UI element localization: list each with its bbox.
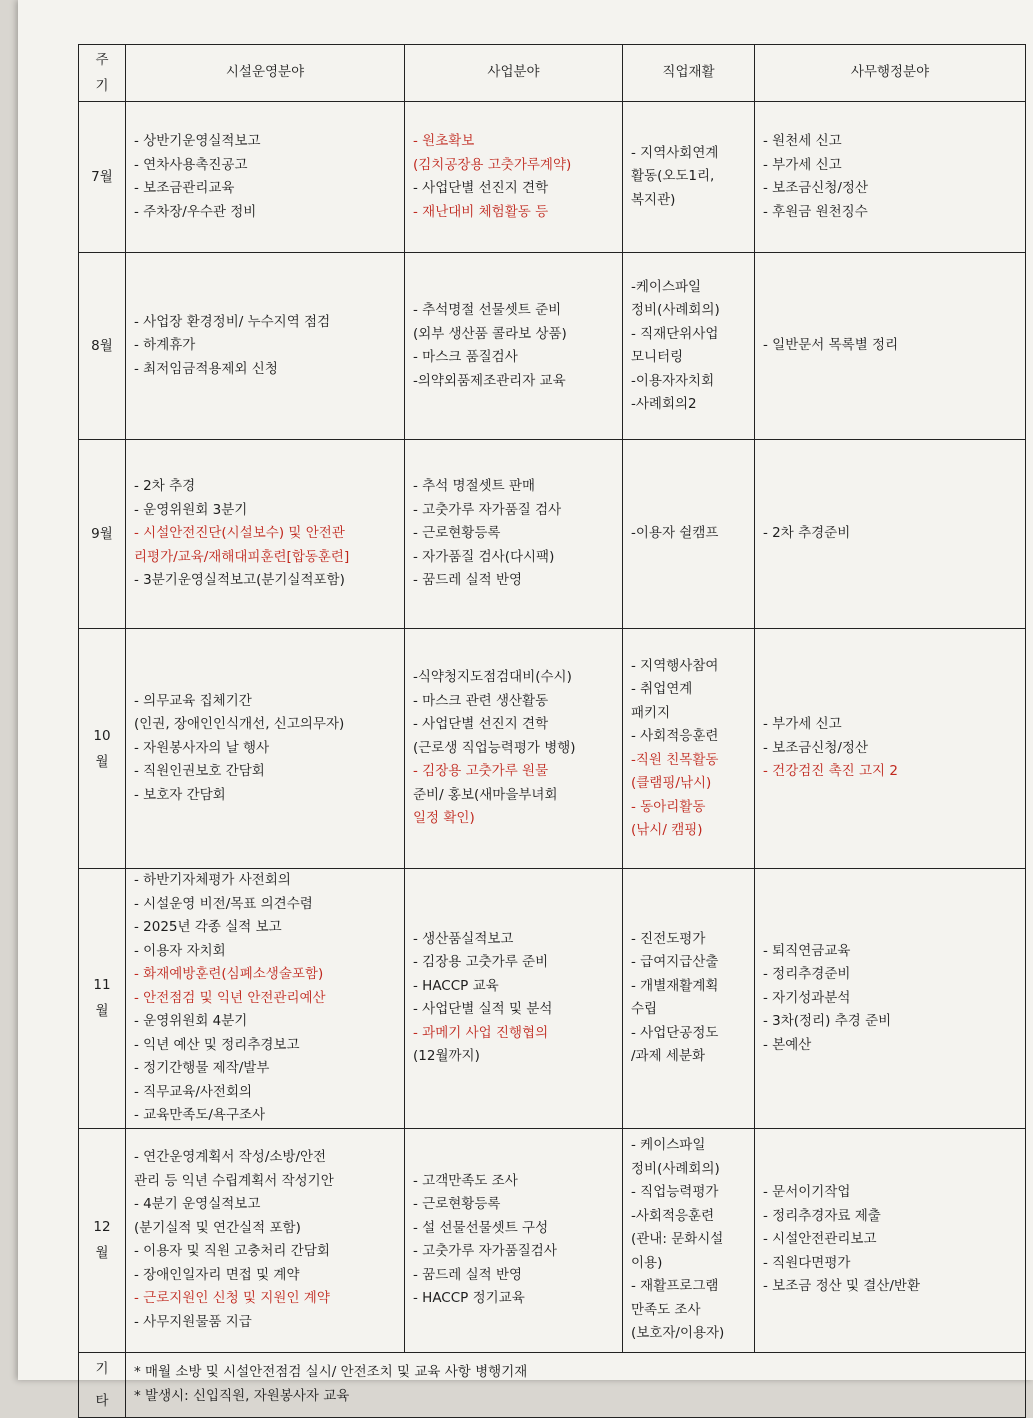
list-item: - 사업단별 선진지 견학 (413, 180, 549, 196)
vocational-item-list (631, 928, 746, 1069)
list-item: - 교육만족도/욕구조사 (134, 1107, 266, 1123)
list-item: - 꿈드레 실적 반영 (413, 1266, 523, 1283)
list-item: - 시설안전진단(시설보수) 및 안전관 (134, 525, 345, 542)
list-item: - 주차장/우수관 정비 (134, 203, 257, 220)
admin-item-list (763, 130, 1017, 224)
admin-cell (755, 253, 1026, 440)
list-item: - 취업연계 (631, 681, 693, 697)
list-item: - 운영위원회 4분기 (134, 1013, 248, 1029)
list-item: - 재활프로그램 (631, 1278, 719, 1295)
list-item: - 보호자 간담회 (134, 786, 226, 803)
list-item: - 직원다면평가 (763, 1254, 851, 1271)
business-cell (405, 253, 623, 440)
list-item: - 동아리활동 (631, 798, 706, 815)
month-label (79, 440, 126, 629)
business-cell (405, 1128, 623, 1352)
list-item: - 급여지급산출 (631, 954, 719, 971)
etc-note: * 매월 소방 및 시설안전점검 실시/ 안전조치 및 교육 사항 병행기재 (134, 1364, 528, 1380)
list-item: -이용자자치회 (631, 372, 715, 389)
month-label (79, 253, 126, 440)
facility-cell (126, 102, 405, 253)
list-item: - 시설운영 비전/목표 의견수렴 (134, 895, 313, 912)
list-item: - 지역사회연계 (631, 144, 719, 161)
facility-item-list (134, 475, 396, 593)
list-item: - 고춧가루 자가품질 검사 (413, 501, 562, 518)
list-item: - 직재단위사업 (631, 325, 719, 342)
vocational-item-list (631, 276, 746, 417)
list-item: - 후원금 원천징수 (763, 203, 868, 220)
business-item-list (413, 666, 614, 831)
business-cell (405, 629, 623, 869)
list-item: 만족도 조사 (631, 1301, 701, 1318)
list-item: - 근로지원인 신청 및 지원인 계약 (134, 1290, 330, 1306)
month-label (79, 1128, 126, 1352)
vocational-cell (623, 102, 755, 253)
vocational-item-list (631, 655, 746, 843)
list-item: 이용) (631, 1254, 663, 1271)
facility-item-list (134, 130, 396, 224)
vocational-item-list (631, 522, 746, 546)
list-item: 복지관) (631, 191, 676, 208)
list-item: - HACCP 정기교육 (413, 1290, 525, 1306)
list-item: 리평가/교육/재해대피훈련[합동훈련] (134, 548, 350, 565)
list-item: - 보조금신청/정산 (763, 739, 868, 756)
month-label-part: 8월 (91, 338, 113, 354)
admin-cell (755, 1128, 1026, 1352)
list-item: - 이용자 자치회 (134, 942, 226, 959)
vocational-cell (623, 1128, 755, 1352)
list-item: - 직원인권보호 간담회 (134, 763, 265, 780)
list-item: - 마스크 품질검사 (413, 349, 518, 365)
list-item: - 하계휴가 (134, 337, 196, 354)
list-item: - 정리추경준비 (763, 966, 851, 982)
list-item: - 케이스파일 (631, 1137, 706, 1154)
list-item: - 자기성과분석 (763, 989, 851, 1006)
row-august (79, 253, 1026, 440)
facility-item-list (134, 311, 396, 382)
list-item: 모니터링 (631, 349, 684, 365)
list-item: - 퇴직연금교육 (763, 942, 851, 959)
list-item: - 김장용 고춧가루 준비 (413, 954, 549, 971)
month-label (79, 102, 126, 253)
header-period-char-2: 기 (95, 78, 109, 94)
month-label-part: 7월 (91, 169, 113, 185)
header-period-char-1: 주 (95, 52, 109, 68)
list-item: (낚시/ 캠핑) (631, 822, 703, 838)
etc-note: * 발생시: 신입직원, 자원봉사자 교육 (134, 1387, 350, 1404)
business-item-list (413, 130, 614, 224)
row-november (79, 869, 1026, 1129)
list-item: - 2차 추경 (134, 478, 196, 495)
list-item: - 보조금 정산 및 결산/반환 (763, 1278, 920, 1295)
list-item: - 자가품질 검사(다시팩) (413, 548, 555, 565)
month-label (79, 869, 126, 1129)
list-item: (인권, 장애인인식개선, 신고의무자) (134, 716, 345, 733)
vocational-item-list (631, 1134, 746, 1346)
list-item: - 본예산 (763, 1036, 812, 1053)
month-label-part: 12 (93, 1219, 111, 1235)
list-item: /과제 세분화 (631, 1048, 706, 1065)
month-label-part: 11 (93, 977, 111, 994)
list-item: - 운영위원회 3분기 (134, 501, 248, 518)
list-item: - 원초확보 (413, 133, 475, 149)
list-item: - 사업장 환경정비/ 누수지역 점검 (134, 313, 331, 330)
list-item: - 의무교육 집체기간 (134, 692, 252, 709)
document-sheet (18, 0, 1033, 1409)
list-item: - 최저임금적용제외 신청 (134, 360, 278, 377)
list-item: 패키지 (631, 704, 671, 721)
list-item: - 사업단별 선진지 견학 (413, 716, 549, 733)
list-item: - 익년 예산 및 정리추경보고 (134, 1036, 300, 1053)
list-item: - 이용자 및 직원 고충처리 간담회 (134, 1243, 330, 1259)
list-item: - 정기간행물 제작/발부 (134, 1060, 270, 1076)
row-december (79, 1128, 1026, 1352)
list-item: - 일반문서 목록별 정리 (763, 337, 899, 354)
header-row (79, 45, 1026, 102)
vocational-cell (623, 440, 755, 629)
list-item: - 사무지원물품 지급 (134, 1313, 252, 1330)
month-label-part: 9월 (91, 526, 113, 542)
business-item-list (413, 475, 614, 593)
list-item: (김치공장용 고춧가루계약) (413, 156, 572, 173)
list-item: - 김장용 고춧가루 원물 (413, 763, 549, 780)
list-item: - 연차사용촉진공고 (134, 156, 248, 173)
admin-item-list (763, 522, 1017, 546)
header-business: 사업분야 (405, 45, 623, 102)
admin-item-list (763, 713, 1017, 784)
month-label-part: 월 (95, 1245, 109, 1261)
list-item: (분기실적 및 연간실적 포함) (134, 1219, 301, 1236)
admin-item-list (763, 334, 1017, 358)
list-item: - 고춧가루 자가품질검사 (413, 1243, 557, 1259)
vocational-cell (623, 629, 755, 869)
annual-plan-table (78, 44, 1026, 1418)
list-item: - 직무교육/사전회의 (134, 1083, 253, 1100)
list-item: 수립 (631, 1001, 658, 1018)
etc-notes (126, 1352, 1026, 1417)
row-etc (79, 1352, 1026, 1417)
row-july (79, 102, 1026, 253)
list-item: - 3차(정리) 추경 준비 (763, 1013, 892, 1029)
list-item: -케이스파일 (631, 278, 702, 295)
admin-cell (755, 102, 1026, 253)
list-item: - 연간운영계획서 작성/소방/안전 (134, 1149, 327, 1165)
plan-body (79, 102, 1026, 1418)
list-item: - 사업단별 실적 및 분석 (413, 1001, 553, 1018)
facility-cell (126, 1128, 405, 1352)
list-item: - 추석 명절셋트 판매 (413, 478, 536, 495)
list-item: -사회적응훈련 (631, 1207, 715, 1224)
list-item: - 안전점검 및 익년 안전관리예산 (134, 989, 326, 1006)
list-item: - 2025년 각종 실적 보고 (134, 919, 282, 935)
etc-label-char-2: 타 (95, 1392, 109, 1409)
list-item: - 4분기 운영실적보고 (134, 1196, 261, 1212)
list-item: - 부가세 신고 (763, 156, 842, 173)
list-item: - 시설안전관리보고 (763, 1231, 877, 1248)
vocational-cell (623, 253, 755, 440)
list-item: - 직업능력평가 (631, 1184, 719, 1201)
list-item: - 추석명절 선물셋트 준비 (413, 302, 562, 318)
list-item: - 정리추경자료 제출 (763, 1207, 881, 1224)
business-item-list (413, 928, 614, 1069)
list-item: (관내: 문화시설 (631, 1231, 724, 1248)
list-item: - 개별재활계획 (631, 977, 719, 994)
list-item: - 꿈드레 실적 반영 (413, 572, 523, 589)
list-item: - 사업단공정도 (631, 1024, 719, 1041)
list-item: -이용자 쉴캠프 (631, 525, 719, 542)
list-item: 정비(사례회의) (631, 302, 720, 318)
month-label-part: 10 (93, 727, 111, 744)
list-item: - 건강검진 촉진 고지 2 (763, 763, 898, 780)
list-item: - 3분기운영실적보고(분기실적포함) (134, 572, 345, 589)
facility-item-list (134, 1146, 396, 1334)
list-item: - 문서이기작업 (763, 1184, 851, 1201)
admin-item-list (763, 940, 1017, 1058)
list-item: - 화재예방훈련(심폐소생술포함) (134, 966, 324, 982)
header-admin: 사무행정분야 (755, 45, 1026, 102)
business-item-list (413, 299, 614, 393)
etc-label-char-1: 기 (95, 1360, 109, 1377)
list-item: - 원천세 신고 (763, 133, 842, 149)
business-cell (405, 440, 623, 629)
admin-item-list (763, 1181, 1017, 1299)
list-item: -의약외품제조관리자 교육 (413, 372, 566, 389)
list-item: 준비/ 홍보(새마을부녀회 (413, 786, 558, 803)
row-october (79, 629, 1026, 869)
facility-item-list (134, 869, 396, 1128)
list-item: - 설 선물선물셋트 구성 (413, 1219, 549, 1236)
list-item: - 지역행사참여 (631, 657, 719, 674)
list-item: - 2차 추경준비 (763, 525, 851, 542)
list-item: 관리 등 익년 수립계획서 작성기안 (134, 1172, 334, 1189)
business-item-list (413, 1170, 614, 1311)
facility-cell (126, 440, 405, 629)
list-item: - 생산품실적보고 (413, 930, 514, 947)
list-item: - 사회적응훈련 (631, 728, 719, 744)
list-item: - 근로현황등록 (413, 525, 501, 542)
admin-cell (755, 440, 1026, 629)
list-item: - 근로현황등록 (413, 1196, 501, 1212)
list-item: (보호자/이용자) (631, 1325, 725, 1342)
list-item: - 장애인일자리 면접 및 계약 (134, 1266, 300, 1283)
list-item: (외부 생산품 콜라보 상품) (413, 325, 567, 342)
list-item: - 하반기자체평가 사전회의 (134, 872, 291, 888)
list-item: 활동(오도1리, (631, 168, 715, 185)
facility-cell (126, 869, 405, 1129)
month-label-part: 월 (95, 753, 109, 770)
etc-label (79, 1352, 126, 1417)
list-item: -사례회의2 (631, 396, 697, 412)
list-item: - 보조금관리교육 (134, 180, 235, 196)
admin-cell (755, 869, 1026, 1129)
list-item: (클램핑/낚시) (631, 775, 712, 791)
list-item: - 마스크 관련 생산활동 (413, 692, 549, 709)
list-item: - 재난대비 체험활동 등 (413, 203, 549, 220)
list-item: - 상반기운영실적보고 (134, 133, 261, 149)
facility-item-list (134, 690, 396, 808)
list-item: -식약청지도점검대비(수시) (413, 669, 572, 686)
month-label (79, 629, 126, 869)
row-september (79, 440, 1026, 629)
list-item: - 진전도평가 (631, 930, 706, 947)
list-item: - 보조금신청/정산 (763, 180, 868, 196)
header-facility: 시설운영분야 (126, 45, 405, 102)
list-item: 일정 확인) (413, 810, 475, 827)
header-period (79, 45, 126, 102)
facility-cell (126, 253, 405, 440)
list-item: - 고객만족도 조사 (413, 1172, 518, 1189)
list-item: - 과메기 사업 진행협의 (413, 1024, 549, 1041)
admin-cell (755, 629, 1026, 869)
list-item: - 자원봉사자의 날 행사 (134, 739, 270, 756)
facility-cell (126, 629, 405, 869)
list-item: 정비(사례회의) (631, 1160, 720, 1177)
vocational-item-list (631, 142, 746, 213)
list-item: - HACCP 교육 (413, 977, 499, 994)
list-item: -직원 친목활동 (631, 751, 719, 768)
list-item: (12월까지) (413, 1048, 480, 1065)
business-cell (405, 102, 623, 253)
business-cell (405, 869, 623, 1129)
header-vocational: 직업재활 (623, 45, 755, 102)
list-item: (근로생 직업능력평가 병행) (413, 739, 576, 756)
vocational-cell (623, 869, 755, 1129)
list-item: - 부가세 신고 (763, 716, 842, 733)
month-label-part: 월 (95, 1003, 109, 1020)
